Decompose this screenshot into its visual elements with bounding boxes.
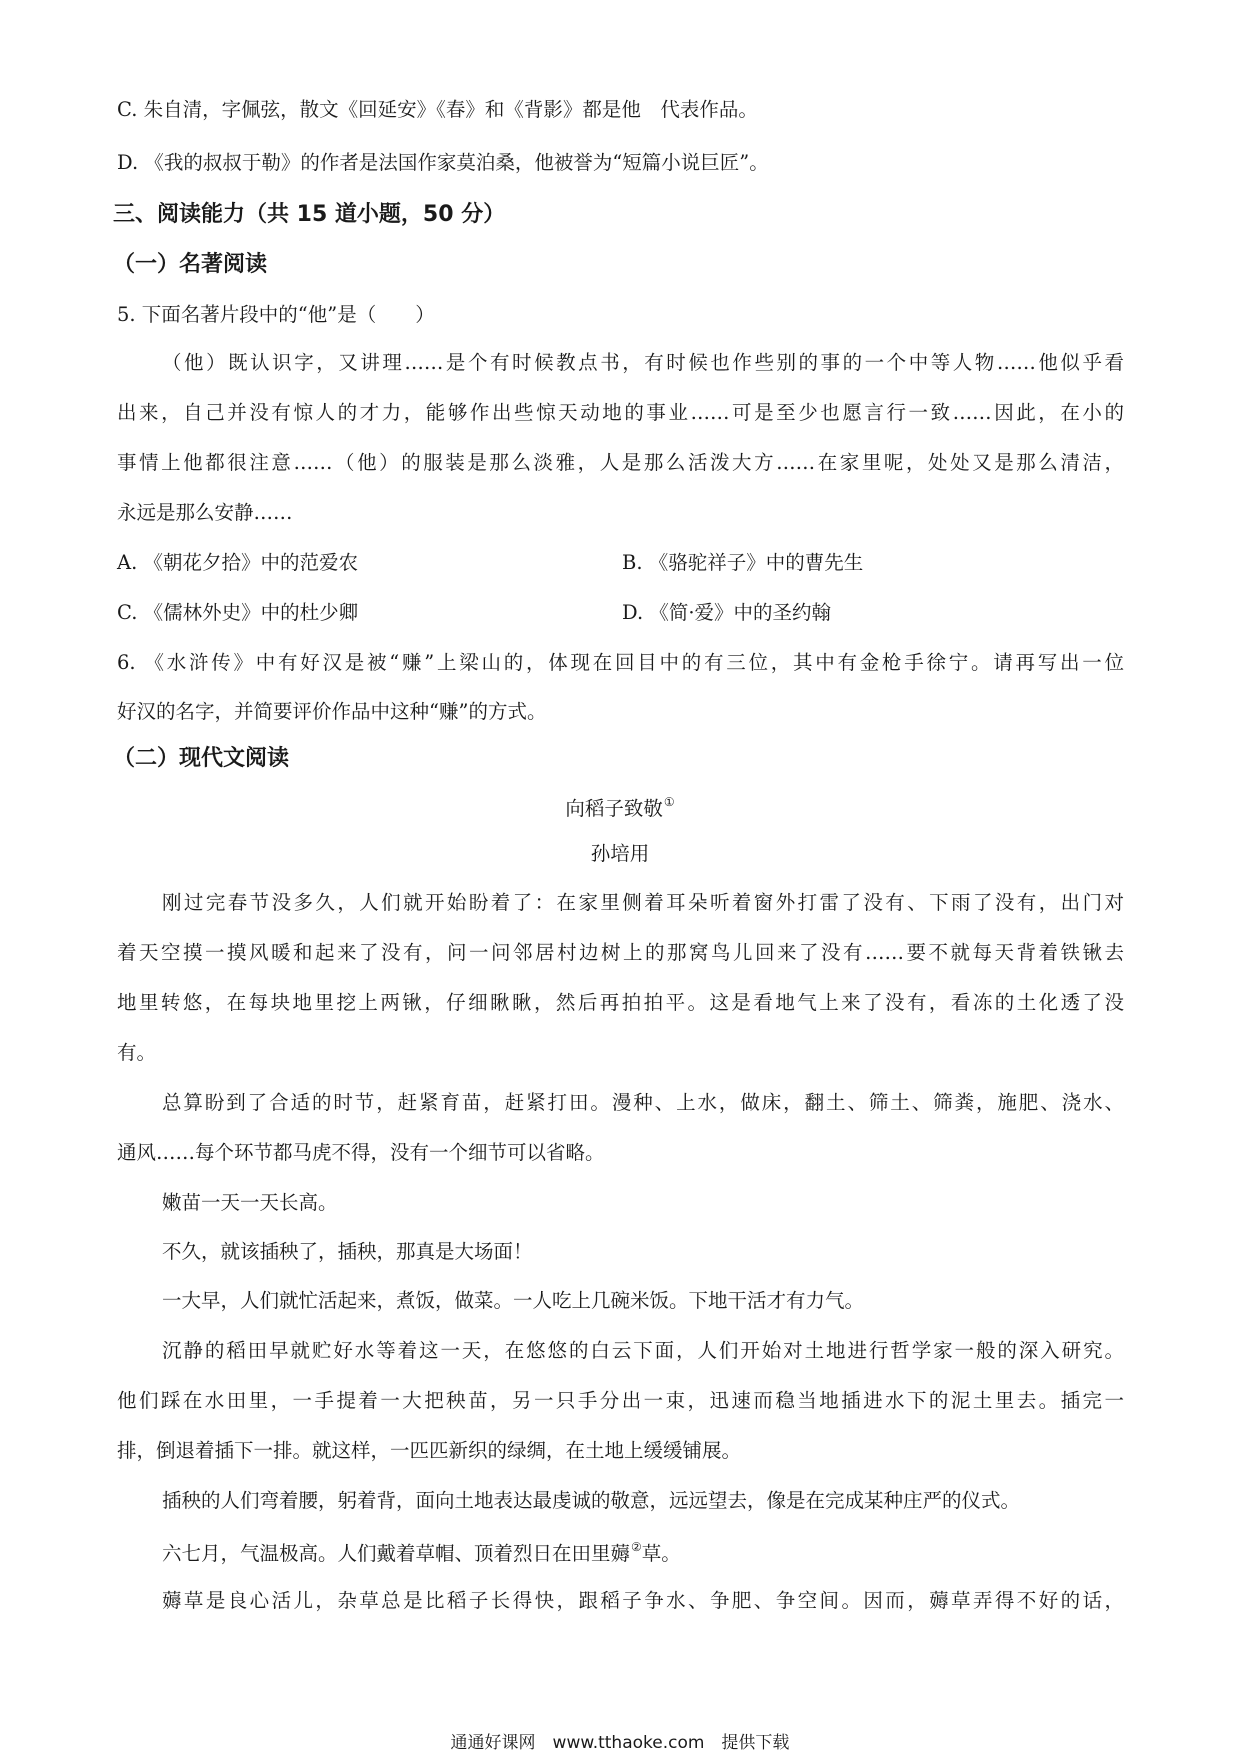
q6-line: 好汉的名字，并简要评价作品中这种“赚”的方式。: [117, 700, 547, 723]
footnote-mark: ①: [663, 795, 675, 809]
part1-heading: （一）名著阅读: [113, 252, 268, 277]
article-line: 通风……每个环节都马虎不得，没有一个细节可以省略。: [117, 1141, 605, 1164]
article-author: 孙培用: [590, 842, 650, 865]
article-line: 不久，就该插秧了，插秧，那真是大场面！: [162, 1240, 533, 1263]
q5-option-d: D. 《简·爱》中的圣约翰: [622, 601, 832, 624]
article-line: 沉静的稻田早就贮好水等着这一天，在悠悠的白云下面，人们开始对土地进行哲学家一般的深入研究。: [162, 1339, 1124, 1362]
article-line: 他们踩在水田里，一手提着一大把秧苗，另一只手分出一束，迅速而稳当地插进水下的泥土里去。插完一: [117, 1389, 1124, 1412]
q5-passage-line: 出来，自己并没有惊人的才力，能够作出些惊天动地的事业……可是至少也愿言行一致……因此，在小的: [117, 401, 1124, 424]
article-line: 六七月，气温极高。人们戴着草帽、顶着烈日在田里薅②草。: [162, 1540, 681, 1565]
article-line: 有。: [117, 1041, 157, 1064]
article-line: 插秧的人们弯着腰，躬着背，面向土地表达最虔诚的敬意，远远望去，像是在完成某种庄严的仪式。: [162, 1489, 1021, 1512]
q5-stem: 5. 下面名著片段中的“他”是（ ）: [117, 303, 435, 326]
q5-passage-line: 永远是那么安静……: [117, 501, 293, 524]
article-line: 一大早，人们就忙活起来，煮饭，做菜。一人吃上几碗米饭。下地干活才有力气。: [162, 1289, 865, 1312]
article-line: 刚过完春节没多久，人们就开始盼着了：在家里侧着耳朵听着窗外打雷了没有、下雨了没有，出门对: [162, 891, 1124, 914]
footer-text: 通通好课网 www.tthaoke.com 提供下载: [450, 1733, 790, 1753]
article-line: 嫩苗一天一天长高。: [162, 1191, 338, 1214]
option-c-prev: C. 朱自清，字佩弦，散文《回延安》《春》和《背影》都是他 代表作品。: [117, 98, 758, 121]
article-line: 薅草是良心活儿，杂草总是比稻子长得快，跟稻子争水、争肥、争空间。因而，薅草弄得不好的话，: [162, 1589, 1124, 1612]
part2-heading: （二）现代文阅读: [113, 746, 290, 771]
q5-option-b: B. 《骆驼祥子》中的曹先生: [622, 551, 864, 574]
footnote-mark: ②: [631, 1540, 642, 1554]
q5-passage-line: （他）既认识字，又讲理……是个有时候教点书，有时候也作些别的事的一个中等人物……他似乎看: [162, 351, 1124, 374]
article-line: 总算盼到了合适的时节，赶紧育苗，赶紧打田。漫种、上水，做床，翻土、筛土、筛粪，施肥、浇水、: [162, 1091, 1124, 1114]
article-line: 地里转悠，在每块地里挖上两锹，仔细瞅瞅，然后再拍拍平。这是看地气上来了没有，看冻的土化透了没: [117, 991, 1124, 1014]
article-title: 向稻子致敬①: [565, 795, 675, 820]
q5-option-c: C. 《儒林外史》中的杜少卿: [117, 601, 359, 624]
section-heading: 三、阅读能力（共 15 道小题，50 分）: [113, 202, 506, 227]
q6-line: 6. 《水浒传》中有好汉是被“赚”上梁山的，体现在回目中的有三位，其中有金枪手徐宁。请再写出一位: [117, 651, 1124, 674]
option-d-prev: D. 《我的叔叔于勒》的作者是法国作家莫泊桑，他被誉为“短篇小说巨匠”。: [117, 151, 769, 174]
q5-option-a: A. 《朝花夕拾》中的范爱农: [117, 551, 358, 574]
q5-passage-line: 事情上他都很注意……（他）的服装是那么淡雅，人是那么活泼大方……在家里呢，处处又是那么清洁，: [117, 451, 1124, 474]
article-line: 着天空摸一摸风暖和起来了没有，问一问邻居村边树上的那窝鸟儿回来了没有……要不就每天背着铁锹去: [117, 941, 1124, 964]
article-line: 排，倒退着插下一排。就这样，一匹匹新织的绿绸，在土地上缓缓铺展。: [117, 1439, 742, 1462]
